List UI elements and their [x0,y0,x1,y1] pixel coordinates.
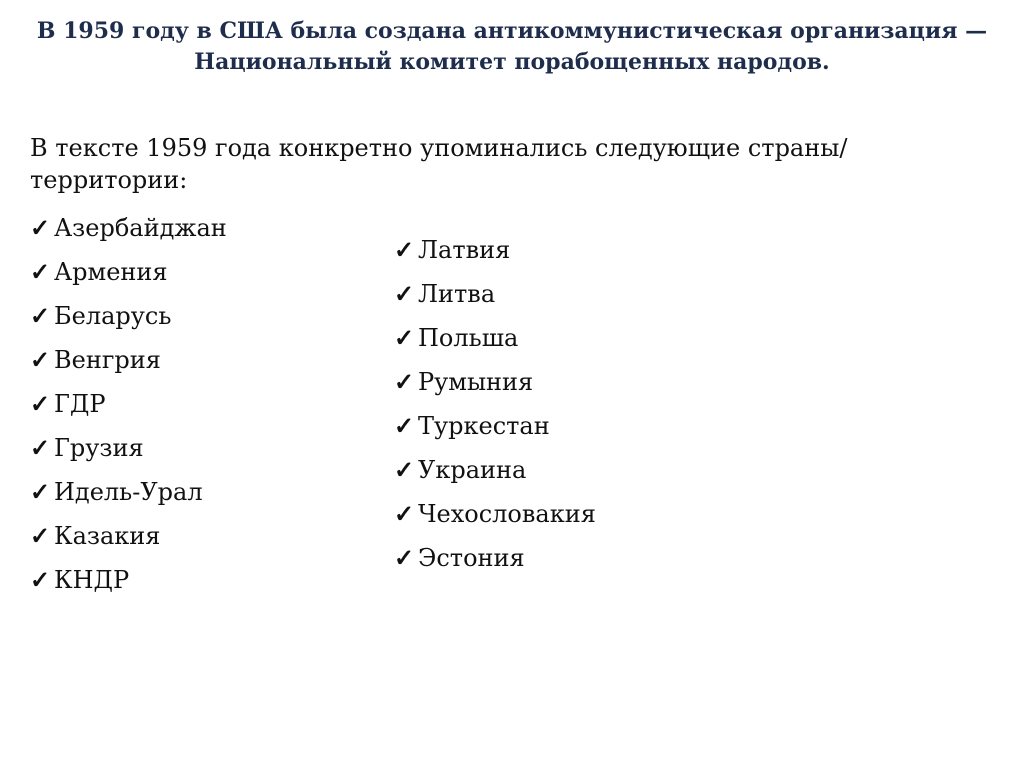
list-item [394,492,596,536]
check-icon: ✓ [394,411,415,440]
list-item-label: Грузия [54,434,144,462]
check-icon: ✓ [30,213,51,242]
check-icon: ✓ [394,455,415,484]
check-icon: ✓ [30,565,51,594]
slide-title: В 1959 году в США была создана антикоммунистическая организация — Национальный комитет порабощенных народов. [36,18,988,75]
list-item [30,514,227,558]
check-icon: ✓ [30,521,51,550]
check-icon: ✓ [30,477,51,506]
list-item-label: Украина [418,456,527,484]
check-icon: ✓ [394,235,415,264]
list-item [394,536,596,580]
list-item [30,206,227,250]
check-icon: ✓ [30,433,51,462]
list-item [30,382,227,426]
list-item [394,448,596,492]
check-icon: ✓ [394,499,415,528]
list-item [30,338,227,382]
list-item-label: Румыния [418,368,534,396]
list-item [394,316,596,360]
list-item-label: Азербайджан [54,214,227,242]
list-item-label: Беларусь [54,302,172,330]
list-item [30,250,227,294]
check-icon: ✓ [30,301,51,330]
list-item-label: Венгрия [54,346,161,374]
country-list-left [30,206,227,602]
list-item-label: Эстония [418,544,525,572]
list-item-label: Польша [418,324,519,352]
list-item [394,272,596,316]
list-item-label: Туркестан [418,412,550,440]
list-item [30,470,227,514]
check-icon: ✓ [394,543,415,572]
check-icon: ✓ [30,345,51,374]
list-item-label: ГДР [54,390,106,418]
country-list-right [394,228,596,580]
list-item [30,426,227,470]
list-item-label: Казакия [54,522,161,550]
list-item-label: Чехословакия [418,500,596,528]
list-item [30,294,227,338]
list-item-label: Армения [54,258,168,286]
check-icon: ✓ [30,257,51,286]
list-item [394,228,596,272]
intro-text: В тексте 1959 года конкретно упоминались следующие страны/территории: [30,134,848,194]
list-item-label: Латвия [418,236,511,264]
list-item-label: Идель-Урал [54,478,203,506]
check-icon: ✓ [394,279,415,308]
list-item [30,558,227,602]
list-item [394,360,596,404]
check-icon: ✓ [394,367,415,396]
check-icon: ✓ [30,389,51,418]
list-item-label: КНДР [54,566,130,594]
list-item [394,404,596,448]
check-icon: ✓ [394,323,415,352]
list-item-label: Литва [418,280,496,308]
